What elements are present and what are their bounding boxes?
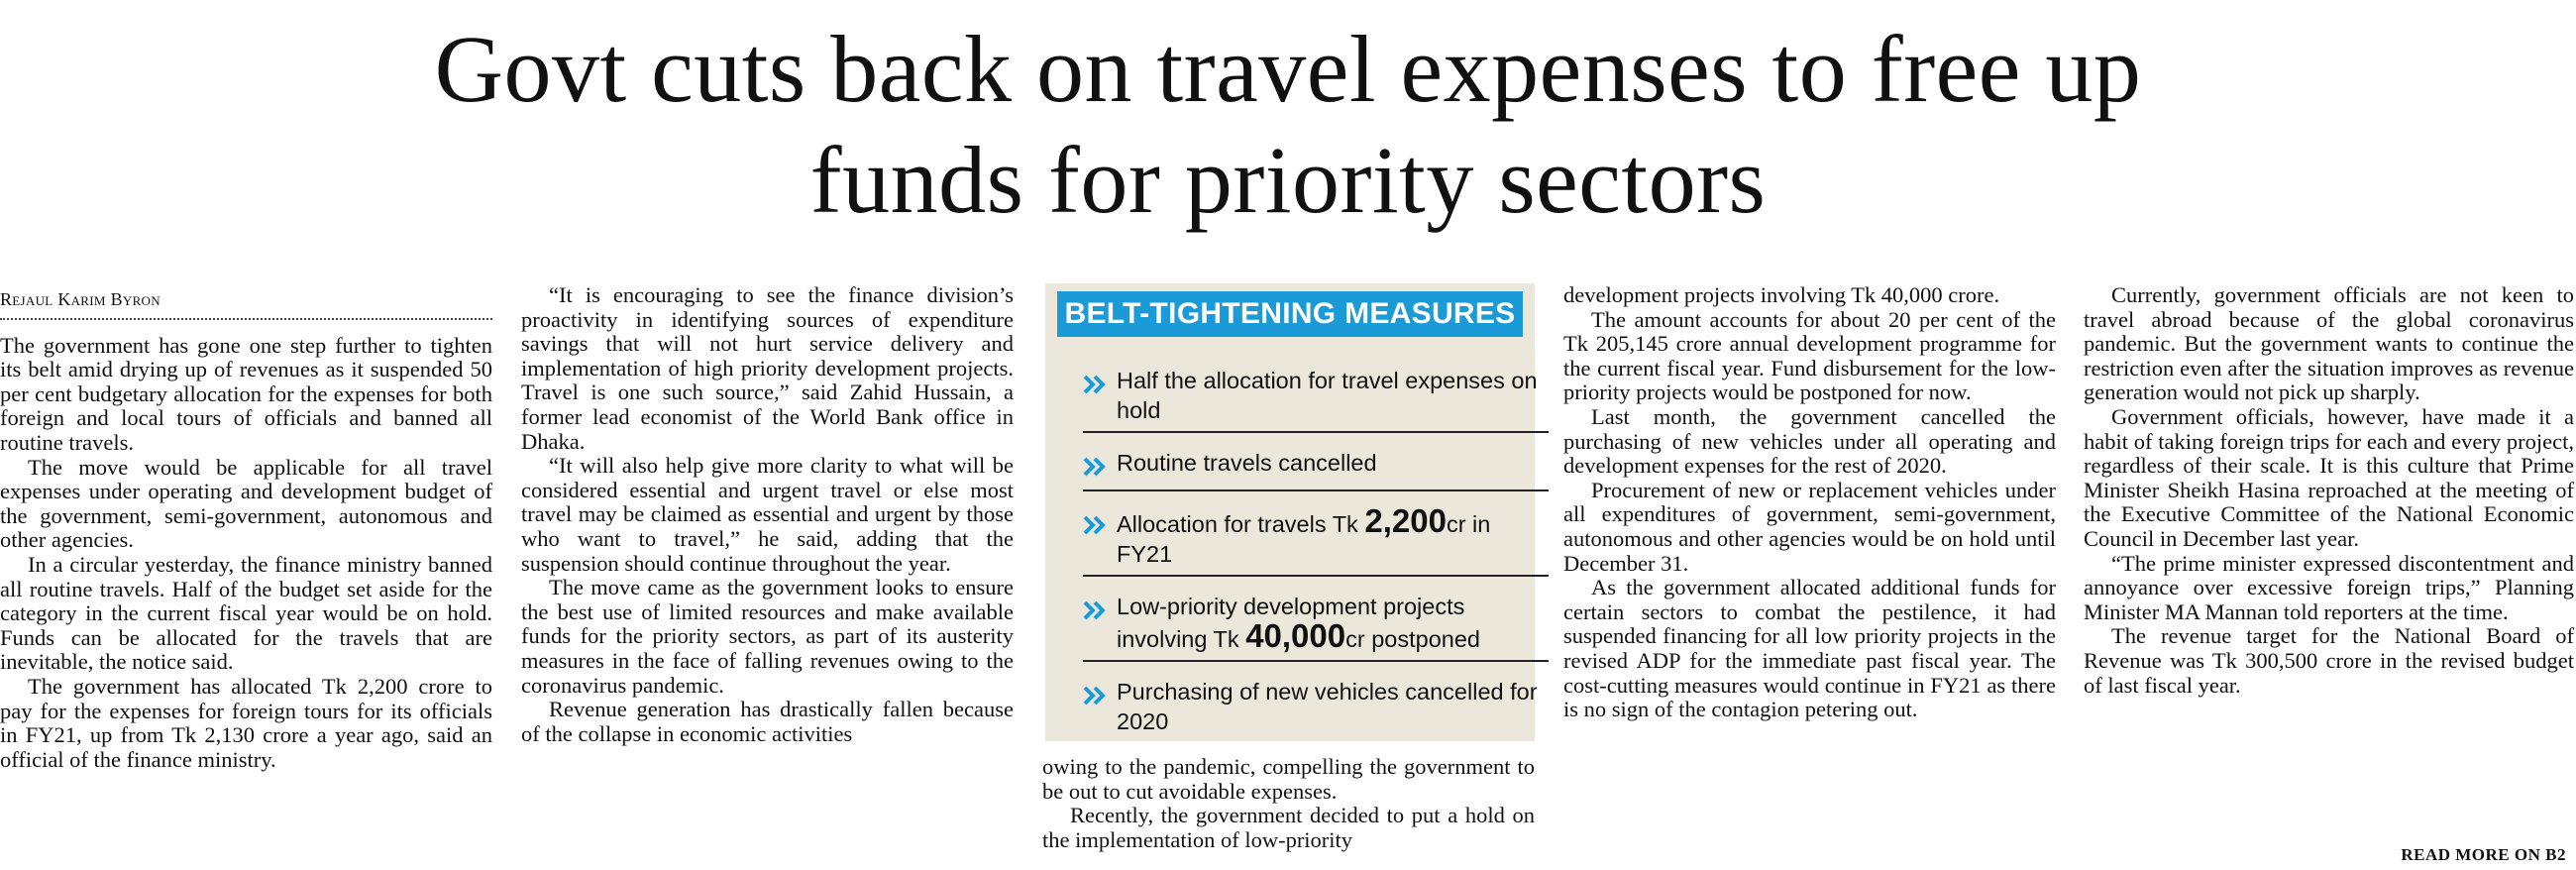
paragraph: “It will also help give more clarity to what will be considered essential and urgent travel or else most travel may be claimed as essential and urgent by those who want to travel,” he said, adding that the suspension should continue throughout the year. (521, 453, 1014, 576)
paragraph: As the government allocated additional funds for certain sectors to combat the pestilence, it had suspended financing for all low priority projects in the revised ADP for the immediate past fiscal year. The cost-cutting measures would continue in FY21 as there is no sign of the contagion petering out. (1563, 575, 2056, 722)
paragraph: The move would be applicable for all travel expenses under operating and development budget of the government, semi-government, autonomous and other agencies. (0, 454, 492, 553)
paragraph: Revenue generation has drastically fallen because of the collapse in economic activities (521, 697, 1014, 746)
double-chevron-icon (1083, 677, 1117, 712)
measure-text (1117, 502, 1549, 569)
headline (0, 14, 2576, 236)
double-chevron-icon (1083, 366, 1117, 401)
measure-text-post: cr postponed (1345, 626, 1480, 652)
paragraph: owing to the pandemic, compelling the government to be out to cut avoidable expenses. (1042, 754, 1535, 804)
article-column-1 (0, 287, 492, 772)
list-item (1083, 587, 1549, 662)
double-chevron-icon (1083, 592, 1117, 627)
paragraph: Last month, the government cancelled the purchasing of new vehicles under all operating and development expenses for the rest of 2020. (1563, 403, 2056, 479)
measure-amount: 40,000 (1245, 617, 1346, 654)
paragraph: Currently, government officials are not keen to travel abroad because of the global coronavirus pandemic. But the government wants to continue the restriction even after the situation improves as revenue generation would not pick up sharply. (2084, 282, 2574, 405)
article-column-4 (1563, 283, 2056, 722)
measures-list (1083, 361, 1556, 752)
list-item (1083, 443, 1549, 491)
measure-text-pre: Allocation for travels Tk (1117, 511, 1365, 537)
measure-text: Routine travels cancelled (1117, 450, 1377, 476)
paragraph: “The prime minister expressed discontentment and annoyance over excessive foreign trips,” Planning Minister MA Mannan told reporters at the time. (2084, 550, 2574, 624)
article-column-3 (1042, 755, 1535, 852)
byline: Rejaul Karim Byron (0, 287, 492, 320)
measure-text: Half the allocation for travel expenses on hold (1117, 368, 1538, 423)
headline-line-2: funds for priority sectors (809, 127, 1767, 233)
article-column-2 (521, 283, 1014, 746)
measure-text-pre: Low-priority development projects involving Tk (1117, 594, 1465, 652)
list-item (1083, 361, 1549, 433)
list-item (1083, 672, 1549, 742)
paragraph: The government has gone one step further to tighten its belt amid drying up of revenues as it suspended 50 per cent budgetary allocation for the expenses for both foreign and local tours of officials and banned all routine travels. (0, 332, 492, 455)
belt-tightening-box (1045, 283, 1538, 741)
paragraph: “It is encouraging to see the finance division’s proactivity in identifying sources of expenditure savings that will not hurt service delivery and implementation of high priority development projects. Travel is one such source,” said Zahid Hussain, a former lead economist of the World Bank office in Dhaka. (521, 282, 1014, 454)
paragraph: Procurement of new or replacement vehicles under all expenditures of government, semi-government, autonomous and other agencies would be on hold until December 31. (1563, 477, 2056, 576)
paragraph: The revenue target for the National Board of Revenue was Tk 300,500 crore in the revised budget of last fiscal year. (2084, 623, 2574, 698)
measure-text (1117, 592, 1549, 654)
list-item (1083, 501, 1549, 577)
measure-amount: 2,200 (1364, 502, 1447, 539)
headline-line-1: Govt cuts back on travel expenses to free up (434, 16, 2142, 122)
paragraph: Recently, the government decided to put a hold on the implementation of low-priority (1042, 803, 1535, 852)
paragraph: The government has allocated Tk 2,200 crore to pay for the expenses for foreign tours for its officials in FY21, up from Tk 2,130 crore a year ago, said an official of the finance ministry. (0, 673, 492, 772)
paragraph: development projects involving Tk 40,000 crore. (1563, 282, 2000, 307)
paragraph: In a circular yesterday, the finance ministry banned all routine travels. Half of the budget set aside for the category in the current fiscal year would be on hold. Funds can be allocated for the travels that are inevitable, the notice said. (0, 551, 492, 675)
double-chevron-icon (1083, 448, 1117, 484)
paragraph: Government officials, however, have made it a habit of taking foreign trips for each and every project, regardless of their scale. It is this culture that Prime Minister Sheikh Hasina reproached at the meeting of the Executive Committee of the National Economic Council in December last year. (2084, 403, 2574, 551)
paragraph: The amount accounts for about 20 per cent of the Tk 205,145 crore annual development programme for the current fiscal year. Fund disbursement for the low-priority projects would be postponed for now. (1563, 306, 2056, 405)
paragraph: The move came as the government looks to ensure the best use of limited resources and make available funds for the priority sectors, as part of its austerity measures in the face of falling revenues owing to the coronavirus pandemic. (521, 575, 1014, 698)
article-column-5 (2084, 283, 2574, 698)
measure-text: Purchasing of new vehicles cancelled for 2020 (1117, 679, 1538, 734)
double-chevron-icon (1083, 506, 1117, 542)
measure-text-post: cr in FY21 (1117, 511, 1491, 567)
read-more-link[interactable]: READ MORE ON B2 (2401, 845, 2566, 864)
box-title: BELT-TIGHTENING MEASURES (1057, 291, 1523, 337)
